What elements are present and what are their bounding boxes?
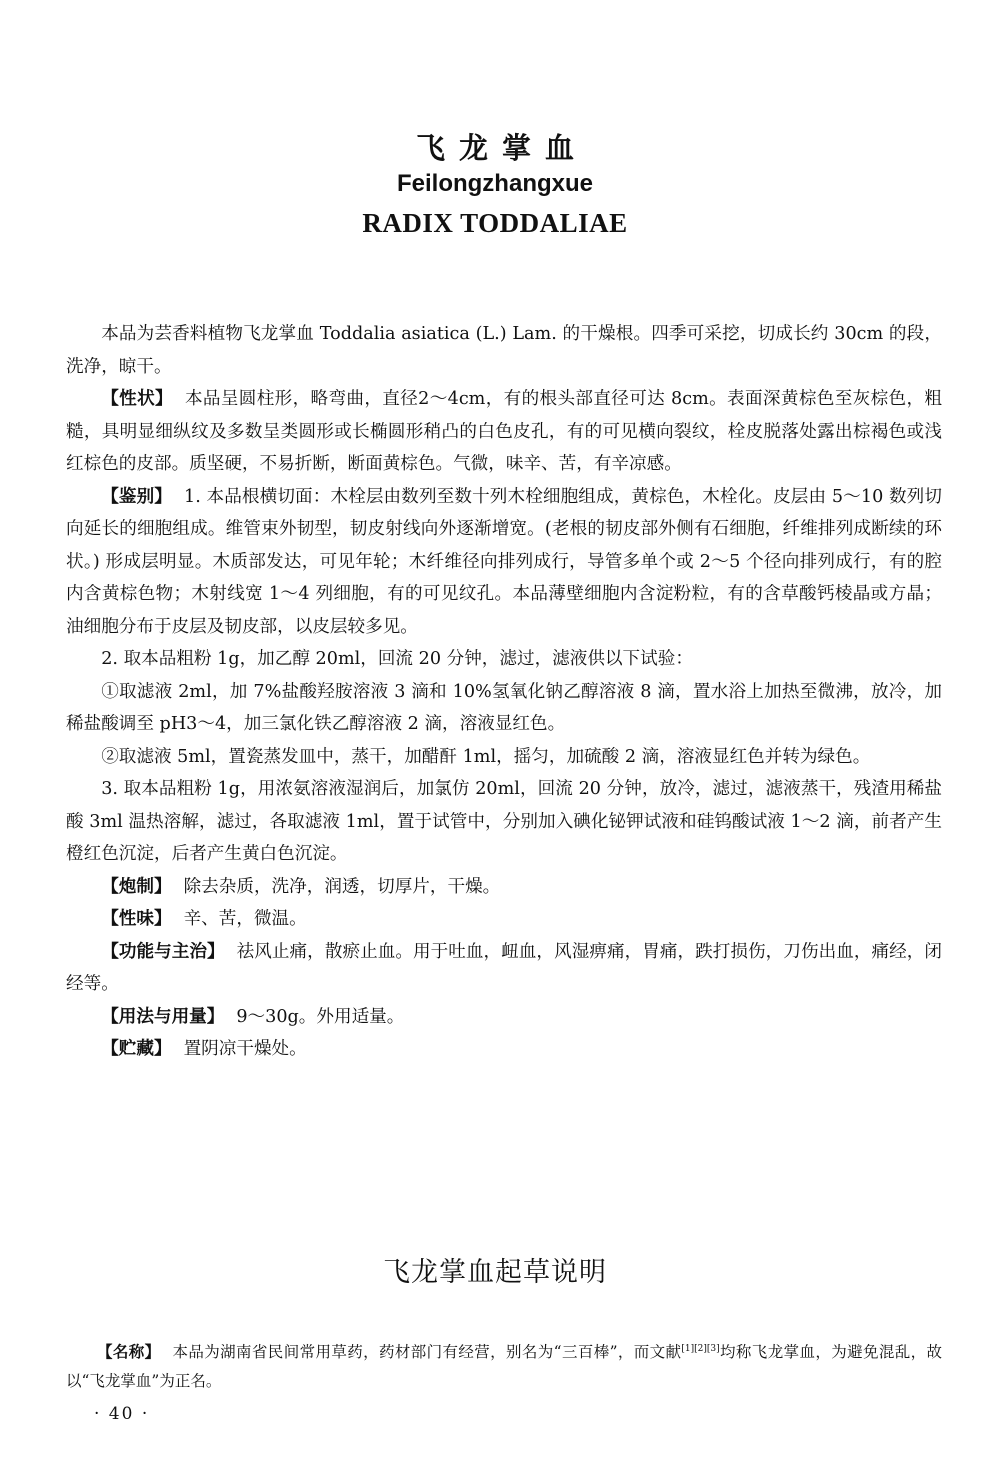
identification-test-2a: ①取滤液 2ml，加 7%盐酸羟胺溶液 3 滴和 10%氢氧化钠乙醇溶液 8 滴，置水浴上加热至微沸，放冷，加稀盐酸调至 pH3～4，加三氯化铁乙醇溶液 2 滴，溶液显红色。 [66,681,942,734]
draft-note-title: 飞龙掌血起草说明 [383,1257,607,1288]
section-identification [66,481,942,644]
section-property-flavor [66,903,942,936]
section-text: 9～30g。外用适量。 [236,1006,405,1027]
section-text: 祛风止痛，散瘀止血。用于吐血，衄血，风湿痹痛，胃痛，跌打损伤，刀伤出血，痛经，闭经等。 [66,941,942,994]
note-name-paragraph [66,1338,942,1396]
section-characteristics [66,383,942,481]
title-chinese: 飞龙掌血 [415,131,588,165]
identification-test-2b: ②取滤液 5ml，置瓷蒸发皿中，蒸干，加醋酐 1ml，摇匀，加硫酸 2 滴，溶液显红色并转为绿色。 [101,746,871,767]
note-text-after: 均称飞龙掌血，为避免混乱，故以“飞龙掌血”为正名。 [66,1343,942,1390]
section-label: 【用法与用量】 [101,1006,225,1027]
section-label: 【功能与主治】 [101,941,225,962]
section-text: 辛、苦，微温。 [183,909,307,929]
note-text-before: 本品为湖南省民间常用草药，药材部门有经营，别名为“三百棒”，而文献 [172,1343,682,1361]
section-processing [66,871,942,904]
identification-test-2: 2. 取本品粗粉 1g，加乙醇 20ml，回流 20 分钟，滤过，滤液供以下试验： [101,649,693,669]
reference-markers: [1][2][3] [681,1343,720,1354]
monograph-body [66,318,942,1066]
section-text: 置阴凉干燥处。 [183,1039,307,1059]
draft-note-body [66,1338,942,1396]
page-number: · 40 · [94,1404,150,1424]
section-label: 【炮制】 [101,876,172,897]
section-label: 【名称】 [97,1343,161,1361]
section-label: 【贮藏】 [101,1039,172,1059]
section-label: 【鉴别】 [101,486,173,507]
section-text: 1. 本品根横切面：木栓层由数列至数十列木栓细胞组成，黄棕色，木栓化。皮层由 5～10 数列切向延长的细胞组成。维管束外韧型，韧皮射线向外逐渐增宽。(老根的韧皮部外侧有石细胞，纤维排列成断续的环状。) 形成层明显。木质部发达，可见年轮；木纤维径向排列成行，导管多单个或 2～5 个径向排列成行，有的腔内含黄棕色物；木射线宽 1～4 列细胞，有的可见纹孔。本品薄壁细胞内含淀粉粒，有的含草酸钙棱晶或方晶；油细胞分布于皮层及韧皮部，以皮层较多见。 [66,486,942,637]
intro-paragraph: 本品为芸香料植物飞龙掌血 Toddalia asiatica (L.) Lam. 的干燥根。四季可采挖，切成长约 30cm 的段，洗净，晾干。 [66,324,942,377]
section-storage [66,1033,942,1066]
section-usage-dosage [66,1001,942,1034]
section-functions-indications [66,936,942,1001]
identification-test-3: 3. 取本品粗粉 1g，用浓氨溶液湿润后，加氯仿 20ml，回流 20 分钟，放冷，滤过，滤液蒸干，残渣用稀盐酸 3ml 温热溶解，滤过，各取滤液 1ml，置于试管中，分别加入碘化铋钾试液和硅钨酸试液 1～2 滴，前者产生橙红色沉淀，后者产生黄白色沉淀。 [66,779,942,864]
section-label: 【性味】 [101,909,172,929]
section-text: 除去杂质，洗净，润透，切厚片，干燥。 [183,876,501,897]
section-label: 【性状】 [101,389,173,409]
section-text: 本品呈圆柱形，略弯曲，直径2～4cm，有的根头部直径可达 8cm。表面深黄棕色至灰棕色，粗糙，具明显细纵纹及多数呈类圆形或长椭圆形稍凸的白色皮孔，有的可见横向裂纹，栓皮脱落处露出棕褐色或浅红棕色的皮部。质坚硬，不易折断，断面黄棕色。气微，味辛、苦，有辛凉感。 [66,389,942,474]
title-latin: RADIX TODDALIAE [362,208,628,238]
title-pinyin: Feilongzhangxue [396,170,593,197]
